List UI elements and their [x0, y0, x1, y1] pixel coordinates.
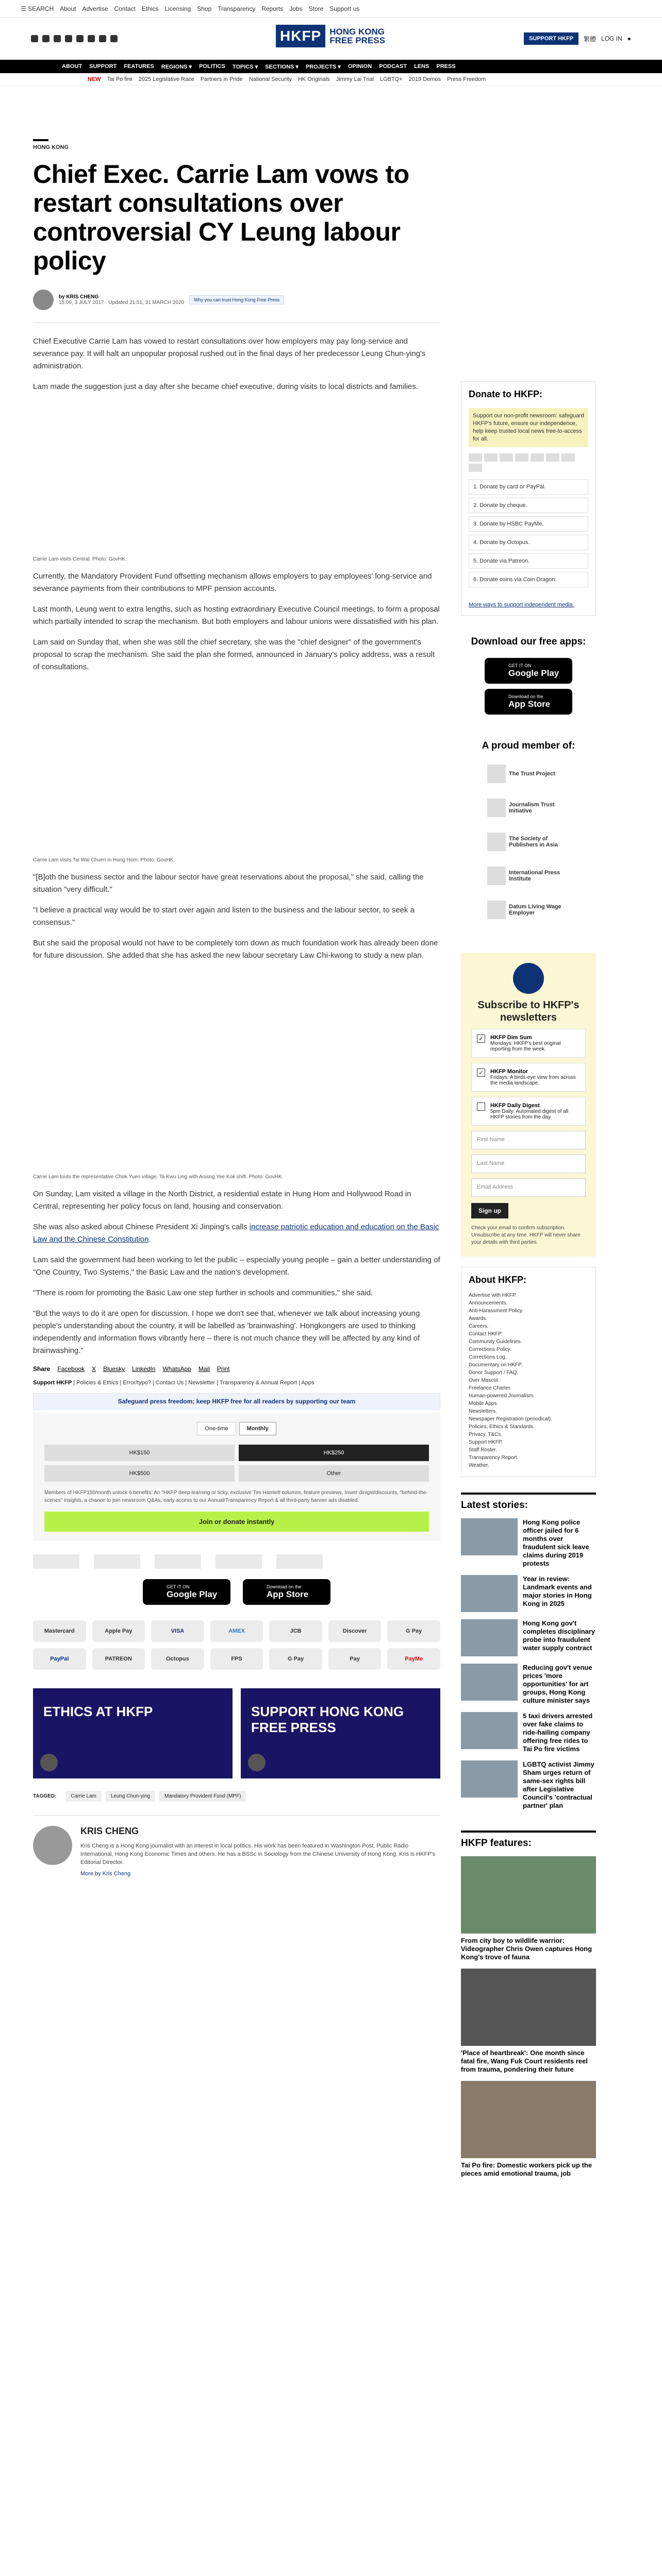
logo-text	[329, 27, 385, 45]
about-link[interactable]: Donor Support / FAQ.	[469, 1370, 519, 1376]
paragraph: Chief Executive Carrie Lam has vowed to restart consultations over how employers may pay long-service and severance pay. It will halt an unpopular proposal rushed out in the final days of her predecessor Leung Chun-ying's administration.	[33, 337, 426, 370]
story-thumbnail[interactable]	[461, 1619, 518, 1656]
app-badges	[33, 1579, 440, 1605]
account-icon[interactable]: ●	[627, 35, 631, 42]
ipi-icon	[487, 867, 506, 885]
about-link[interactable]: Contact HKFP.	[469, 1331, 503, 1337]
linkedin-icon[interactable]	[88, 35, 95, 42]
article-image	[33, 970, 440, 1171]
author-bio: Kris Cheng is a Hong Kong journalist with an interest in local politics. His work has been featured in Washington Post, Public Radio International, Hong Kong Economic Times and others. He has a BSSc in Sociology from the Chinese University of Hong Kong. Kris is HKFP's Editorial Director.	[80, 1843, 436, 1866]
nav-projects[interactable]: PROJECTS ▾	[305, 63, 341, 70]
paragraph: Last month, Leung went to extra lengths, such as hosting extraordinary Executive Council meetings, to form a proposal which partially intended to scrap the mechanism. But both employers and labour unions were dissatisfied with his plan.	[33, 605, 440, 626]
story-item[interactable]	[461, 1575, 596, 1612]
member-logo[interactable]	[94, 1554, 140, 1569]
author-name[interactable]: by KRIS CHENG	[59, 294, 99, 300]
discover-icon[interactable]: Discover	[328, 1620, 382, 1642]
jcb-icon[interactable]: JCB	[269, 1620, 322, 1642]
social-icons	[31, 35, 118, 42]
trending-item[interactable]: HK Originals	[297, 76, 330, 82]
last-name-field[interactable]: Last Name	[471, 1155, 586, 1173]
paragraph: Lam made the suggestion just a day after she became chief executive, during visits to local districts and families.	[33, 382, 419, 391]
play-icon[interactable]	[248, 1754, 266, 1771]
amex-icon[interactable]: AMEX	[210, 1620, 263, 1642]
option-desc: Fridays: A birds-eye view from across the media landscape.	[490, 1075, 576, 1086]
trending-item[interactable]: Tai Po fire	[107, 76, 133, 82]
app-store-badge[interactable]	[485, 689, 572, 715]
member-logos-row	[33, 1554, 440, 1569]
newsletter-option[interactable]	[471, 1029, 586, 1058]
tag-chip[interactable]: Leung Chun-ying	[106, 1791, 155, 1802]
paragraph: But she said the proposal would not have to be completely torn down as much foundation work has already been done for future discussion. She added that she has asked the new labour secretary Law Chi-kwong to study a new plan.	[33, 939, 438, 960]
trending-item[interactable]: LGBTQ+	[380, 76, 403, 82]
about-link[interactable]: Over Mascot.	[469, 1378, 500, 1383]
login-link[interactable]: LOG IN	[601, 35, 622, 42]
paragraph-text: She was also asked about Chinese President Xi Jinping's calls	[33, 1223, 250, 1231]
author-avatar	[33, 290, 54, 310]
google-play-badge[interactable]	[143, 1579, 230, 1605]
octopus-icon[interactable]: Octopus	[151, 1648, 204, 1670]
feature-headline[interactable]: From city boy to wildlife warrior: Videographer Chris Owen captures Hong Kong's trove of fauna	[461, 1937, 592, 1961]
about-link[interactable]: Newsletters.	[469, 1409, 498, 1414]
more-ways-link[interactable]: More ways to support independent media.	[469, 602, 574, 608]
support-links[interactable]: | Policies & Ethics | Error/typo? | Contact Us | Newsletter | Transparency & Annual Report | Apps	[73, 1380, 315, 1386]
about-link[interactable]: Freelance Charter.	[469, 1385, 511, 1391]
site-logo[interactable]	[276, 25, 385, 47]
badge-store-name: App Store	[508, 699, 551, 709]
member-name: The Society of Publishers in Asia	[509, 836, 558, 848]
amount-options	[44, 1445, 429, 1482]
top-link-ethics[interactable]: Ethics	[141, 5, 159, 12]
member-logo-ipi[interactable]	[487, 864, 570, 888]
top-link-store[interactable]: Store	[308, 5, 324, 12]
paragraph: On Sunday, Lam visited a village in the North District, a residential estate in Hung Hom and Hollywood Road in Central, representing her policy focus on land, housing and conservation.	[33, 1190, 411, 1211]
about-link[interactable]: Anti-Harassment Policy.	[469, 1308, 523, 1314]
paragraph	[33, 1221, 440, 1246]
about-link[interactable]: Documentary on HKFP.	[469, 1362, 523, 1368]
author-box	[33, 1815, 440, 1877]
google-pay-icon[interactable]: G Pay	[269, 1648, 322, 1670]
badge-store-name: Google Play	[167, 1589, 218, 1599]
new-label: NEW	[88, 76, 101, 82]
membership-note: Members of HKFP150/month unlock 6 benefits: An "HKFP deep-learning or ticky, exclusive Tim Hamlett columns, feature previews, Insert dinigst/discounts, "behind-the-scenes" insights, a chance to join newsroom Q&As, early access to our Annual/Transparency Report & all third-party banner ads disabled.	[44, 1490, 428, 1503]
trending-bar	[0, 73, 662, 86]
latest-stories	[461, 1493, 596, 1810]
member-logo-jti[interactable]	[487, 796, 570, 820]
jti-icon	[487, 799, 506, 817]
about-link[interactable]: Advertise with HKFP.	[469, 1293, 517, 1298]
story-thumbnail[interactable]	[461, 1518, 518, 1555]
feature-image[interactable]	[461, 1969, 596, 2046]
newsletter-option[interactable]	[471, 1097, 586, 1126]
image-caption: Carrie Lam visits Tai Wai Chuen in Hung Hom. Photo: GovHK.	[33, 857, 175, 863]
newsletter-option[interactable]	[471, 1063, 586, 1092]
story-item[interactable]	[461, 1712, 596, 1753]
trust-project-icon	[487, 765, 506, 783]
amount-150[interactable]: HK$150	[44, 1445, 235, 1461]
x-icon[interactable]	[42, 35, 49, 42]
one-time-option[interactable]: One-time	[197, 1422, 236, 1435]
ethics-video[interactable]	[33, 1688, 233, 1778]
site-header	[0, 18, 662, 60]
promo-videos	[33, 1688, 440, 1778]
paragraph: "I believe a practical way would be to start over again and listen to the business and the labour sector, to seek a consensus."	[33, 906, 415, 927]
top-link-advertise[interactable]: Advertise	[82, 5, 108, 12]
rss-icon[interactable]	[110, 35, 118, 42]
promo-title: SUPPORT HONG KONG FREE PRESS	[251, 1704, 404, 1735]
nav-lens[interactable]: LENS	[414, 63, 429, 70]
badge-store-name: Google Play	[508, 668, 559, 678]
google-pay-icon[interactable]: G Pay	[387, 1620, 440, 1642]
card-icons	[469, 453, 588, 472]
image-caption: Carrie Lam visits Central. Photo: GovHK.	[33, 556, 127, 562]
frequency-toggle	[44, 1422, 429, 1435]
instagram-icon[interactable]	[54, 35, 61, 42]
datum-icon	[487, 901, 506, 919]
facebook-icon[interactable]	[31, 35, 38, 42]
join-donate-button[interactable]: Join or donate instantly	[44, 1512, 429, 1532]
donate-method[interactable]: 4. Donate by Octopus.	[469, 535, 588, 550]
nav-support[interactable]: SUPPORT	[89, 63, 117, 70]
support-hkfp-button[interactable]: SUPPORT HKFP	[524, 32, 578, 45]
top-link-reports[interactable]: Reports	[261, 5, 284, 12]
members-box	[461, 740, 596, 922]
nav-regions[interactable]: REGIONS ▾	[161, 63, 192, 70]
author-box-name[interactable]: KRIS CHENG	[80, 1826, 139, 1836]
amex-icon	[515, 453, 528, 462]
logo-mark: HKFP	[276, 25, 325, 47]
top-link-about[interactable]: About	[60, 5, 76, 12]
patreon-icon[interactable]: PATREON	[92, 1648, 145, 1670]
story-headline[interactable]: 5 taxi drivers arrested over fake claims to ride-hailing company offering free rides to Tai Po fire victims	[523, 1712, 593, 1753]
about-link[interactable]: Human-powered Journalism.	[469, 1393, 535, 1399]
tag-chip[interactable]: Mandatory Provident Fund (MPF)	[159, 1791, 246, 1802]
feature-image[interactable]	[461, 2081, 596, 2158]
about-link[interactable]: Policies, Ethics & Standards.	[469, 1424, 535, 1430]
apple-pay-icon[interactable]: Pay	[328, 1648, 382, 1670]
story-item[interactable]	[461, 1664, 596, 1705]
story-item[interactable]	[461, 1760, 596, 1810]
payme-icon[interactable]: PayMe	[387, 1648, 440, 1670]
share-print[interactable]: Print	[217, 1365, 230, 1372]
amount-other[interactable]: Other	[239, 1465, 429, 1482]
paypal-icon[interactable]: PayPal	[33, 1648, 86, 1670]
option-name: HKFP Dim Sum	[490, 1035, 532, 1041]
play-icon[interactable]	[40, 1754, 58, 1771]
checkbox[interactable]: ✓	[477, 1035, 485, 1043]
trending-item[interactable]: 2025 Legislative Race	[138, 76, 194, 82]
member-logo[interactable]	[216, 1554, 262, 1569]
fps-icon[interactable]: FPS	[210, 1648, 263, 1670]
nav-press[interactable]: PRESS	[436, 63, 456, 70]
about-list	[469, 1292, 588, 1469]
member-name: The Trust Project	[509, 771, 555, 777]
feature-image[interactable]	[461, 1856, 596, 1934]
nav-about[interactable]: ABOUT	[62, 63, 82, 70]
donate-method[interactable]: 3. Donate by HSBC PayMe.	[469, 516, 588, 532]
payment-methods	[33, 1620, 440, 1670]
sign-up-button[interactable]: Sign up	[471, 1203, 508, 1218]
about-link[interactable]: Announcements.	[469, 1300, 508, 1306]
about-link[interactable]: Mobile Apps.	[469, 1401, 499, 1406]
about-link[interactable]: Awards.	[469, 1316, 487, 1321]
member-logo[interactable]	[155, 1554, 201, 1569]
search-link[interactable]: ☰ SEARCH	[21, 5, 54, 12]
logo-text-line-1: HONG KONG	[329, 27, 385, 37]
badge-top-text: GET IT ON	[508, 663, 532, 668]
threads-icon[interactable]	[65, 35, 72, 42]
share-bluesky[interactable]: Bluesky	[103, 1365, 125, 1372]
apple-pay-icon[interactable]: Apple Pay	[92, 1620, 145, 1642]
story-headline[interactable]: Reducing gov't venue prices 'more opportunities' for art groups, Hong Kong culture minister says	[523, 1664, 592, 1704]
story-headline[interactable]: Hong Kong gov't completes disciplinary probe into fraudulent water supply contract	[523, 1619, 595, 1652]
visa-icon	[500, 453, 513, 462]
newsletter-title: Subscribe to HKFP's newsletters	[477, 999, 580, 1023]
language-switch[interactable]: 繁體	[584, 35, 597, 43]
about-link[interactable]: Support HKFP.	[469, 1439, 503, 1445]
trending-item[interactable]: Jimmy Lai Trial	[336, 76, 374, 82]
checkbox[interactable]	[477, 1103, 485, 1111]
badge-top-text: Download on the	[508, 694, 543, 699]
byline	[33, 290, 440, 310]
email-field[interactable]: Email Address	[471, 1178, 586, 1197]
search-label: SEARCH	[28, 5, 54, 12]
nav-podcast[interactable]: PODCAST	[379, 63, 407, 70]
paragraph: "[B]oth the business sector and the labour sector have great reservations about the proposal," she said, calling the situation "very difficult."	[33, 873, 424, 894]
member-name: Datum Living Wage Employer	[509, 904, 561, 916]
trending-item[interactable]: 2019 Demos	[408, 76, 441, 82]
feature-item[interactable]	[461, 1856, 596, 1961]
article-image	[33, 682, 440, 854]
donate-box	[461, 381, 596, 616]
paypal-icon	[484, 453, 498, 462]
top-link-jobs[interactable]: Jobs	[289, 5, 303, 12]
logo-text-line-2: FREE PRESS	[329, 36, 385, 45]
image-caption: Carrie Lam touts the representative Chok Yuen village, Ta Kwu Ling with Anisng Yee Kok shift. Photo: GovHK.	[33, 1174, 284, 1180]
badge-store-name: App Store	[267, 1589, 309, 1599]
article-dates: 15:00, 3 JULY 2017 · Updated 21:51, 31 MARCH 2020	[59, 300, 185, 306]
option-name: HKFP Daily Digest	[490, 1103, 540, 1109]
story-thumbnail[interactable]	[461, 1575, 518, 1612]
member-logo-sopa[interactable]	[487, 830, 570, 854]
trending-item[interactable]: Press Freedom	[447, 76, 486, 82]
member-logo[interactable]	[33, 1554, 79, 1569]
trending-item[interactable]: Partners in Pride	[200, 76, 243, 82]
paragraph: Currently, the Mandatory Provident Fund offsetting mechanism allows employers to pay employees' long-service and severance payments from their contributions to MPF pension accounts.	[33, 572, 432, 593]
member-logo-datum[interactable]	[487, 898, 570, 922]
support-hkfp-link[interactable]: Support HKFP	[33, 1380, 72, 1386]
top-link-support[interactable]: Support us	[329, 5, 360, 12]
visa-icon[interactable]: VISA	[151, 1620, 204, 1642]
tags-row	[33, 1791, 440, 1802]
paragraph: "There is room for promoting the Basic Law one step further in schools and communities," she said.	[33, 1289, 373, 1297]
author-photo	[33, 1826, 72, 1865]
about-link[interactable]: Newspaper Registration (periodical).	[469, 1416, 552, 1422]
top-link-shop[interactable]: Shop	[197, 5, 212, 12]
donate-methods	[469, 479, 588, 587]
trust-badge[interactable]: Why you can trust Hong Kong Free Press	[189, 295, 284, 304]
top-utility-bar	[0, 0, 662, 18]
top-link-contact[interactable]: Contact	[114, 5, 136, 12]
latest-title: Latest stories:	[461, 1493, 596, 1511]
share-bar	[33, 1365, 440, 1372]
main-nav	[0, 60, 662, 73]
google-pay-icon	[546, 453, 559, 462]
features-title: HKFP features:	[461, 1831, 596, 1849]
feature-item[interactable]	[461, 1969, 596, 2074]
story-item[interactable]	[461, 1619, 596, 1656]
mastercard-icon	[469, 453, 482, 462]
checkbox[interactable]: ✓	[477, 1069, 485, 1077]
trending-item[interactable]: National Security	[249, 76, 292, 82]
jcb-icon	[561, 453, 575, 462]
story-thumbnail[interactable]	[461, 1712, 518, 1749]
paragraph-text: .	[148, 1235, 151, 1244]
mastercard-icon[interactable]: Mastercard	[33, 1620, 86, 1642]
first-name-field[interactable]: First Name	[471, 1131, 586, 1149]
tag-chip[interactable]: Carrie Lam	[65, 1791, 101, 1802]
nav-politics[interactable]: POLITICS	[199, 63, 225, 70]
feature-headline[interactable]: Tai Po fire: Domestic workers pick up the pieces amid emotional trauma, job	[461, 2161, 592, 2177]
about-link[interactable]: Weather.	[469, 1463, 489, 1468]
press-freedom-banner[interactable]: Safeguard press freedom; keep HKFP free for all readers by supporting our team	[33, 1393, 440, 1410]
article-title: Chief Exec. Carrie Lam vows to restart consultations over controversial CY Leung labour policy	[33, 160, 409, 275]
apps-box	[461, 636, 596, 715]
paragraph: "But the ways to do it are open for discussion. I hope we don't see that, whenever we talk about increasing young people's understanding about the country, it will be labelled as 'brainwashing'. Hongkongers are used to thinking independently and information flows vibrantly here – there is not much chance they will be affected by any kind of brainwashing."	[33, 1309, 420, 1355]
badge-top-text: GET IT ON	[167, 1584, 190, 1589]
share-x[interactable]: X	[92, 1365, 96, 1372]
article	[33, 139, 440, 1877]
share-label: Share	[33, 1365, 51, 1372]
paragraph: Lam said the government had been working to let the public – especially young people – gain a better understanding of "One Country, Two Systems," the Basic Law and the nation's development.	[33, 1256, 440, 1277]
badge-top-text: Download on the	[267, 1584, 302, 1589]
category-label[interactable]: HONG KONG	[33, 139, 48, 150]
amount-250[interactable]: HK$250	[239, 1445, 429, 1461]
story-item[interactable]	[461, 1518, 596, 1568]
telegram-icon[interactable]	[99, 35, 106, 42]
article-image	[33, 401, 440, 553]
envelope-icon	[513, 963, 544, 994]
nav-sections[interactable]: SECTIONS ▾	[265, 63, 299, 70]
about-link[interactable]: Careers.	[469, 1324, 489, 1329]
story-thumbnail[interactable]	[461, 1664, 518, 1701]
support-links-row	[33, 1380, 440, 1386]
story-thumbnail[interactable]	[461, 1760, 518, 1798]
donate-method[interactable]: 2. Donate by cheque.	[469, 498, 588, 513]
monthly-option[interactable]: Monthly	[239, 1422, 276, 1435]
newsletter-box	[461, 953, 596, 1257]
patriotic-education-link[interactable]: increase patriotic education and education on the Basic Law and the Chinese Constitution	[33, 1223, 439, 1244]
story-headline[interactable]: Year in review: Landmark events and major stories in Hong Kong in 2025	[523, 1575, 592, 1607]
about-box	[461, 1267, 596, 1477]
story-headline[interactable]: LGBTQ activist Jimmy Sham urges return of same-sex rights bill after Legislative Council's 'contractual partner' plan	[523, 1760, 594, 1809]
members-title: A proud member of:	[482, 740, 575, 751]
about-title: About HKFP:	[469, 1275, 526, 1285]
nav-opinion[interactable]: OPINION	[347, 63, 372, 70]
top-link-licensing[interactable]: Licensing	[164, 5, 191, 12]
promo-title: ETHICS AT HKFP	[43, 1704, 153, 1719]
about-link[interactable]: Corrections Policy.	[469, 1347, 511, 1352]
option-desc: Mondays: HKFP's best original reporting from the week.	[490, 1041, 561, 1052]
story-headline[interactable]: Hong Kong police officer jailed for 6 months over fraudulent sick leave claims during 2019 protests	[523, 1518, 589, 1567]
sidebar	[461, 381, 596, 2178]
donate-method[interactable]: 1. Donate by card or PayPal.	[469, 479, 588, 495]
donate-widget	[33, 1413, 440, 1541]
newsletter-note: Check your email to confirm subscription. Unsubscribe at any time. HKFP will never share your details with third parties.	[471, 1225, 581, 1245]
hkfp-features	[461, 1831, 596, 2178]
nav-features[interactable]: FEATURES	[124, 63, 154, 70]
share-linkedin[interactable]: LinkedIn	[132, 1365, 156, 1372]
support-video[interactable]	[241, 1688, 440, 1778]
amount-500[interactable]: HK$500	[44, 1465, 235, 1482]
apple-pay-icon	[531, 453, 544, 462]
share-whatsapp[interactable]: WhatsApp	[162, 1365, 191, 1372]
share-facebook[interactable]: Facebook	[57, 1365, 85, 1372]
member-logo[interactable]	[276, 1554, 323, 1569]
donate-method[interactable]: 5. Donate via Patreon.	[469, 553, 588, 569]
unionpay-icon	[469, 464, 482, 472]
member-name: International Press Institute	[509, 870, 560, 882]
sopa-icon	[487, 833, 506, 851]
member-logo-trust-project[interactable]	[487, 762, 570, 786]
feature-headline[interactable]: 'Place of heartbreak': One month since fatal fire, Wang Fuk Court residents reel from trauma, pondering their future	[461, 2049, 588, 2073]
more-by-author-link[interactable]: More by Kris Cheng	[80, 1871, 131, 1877]
nav-topics[interactable]: TOPICS ▾	[232, 63, 258, 70]
member-name: Journalism Trust Initiative	[509, 802, 555, 814]
donate-method[interactable]: 6. Donate coins via Coin Dragon.	[469, 572, 588, 587]
paragraph: Lam said on Sunday that, when she was still the chief secretary, she was the "chief designer" of the government's proposal to scrap the mechanism. She said the plan she formed, announced in January's policy address, was a result of consultations.	[33, 638, 435, 671]
option-name: HKFP Monitor	[490, 1069, 528, 1075]
about-link[interactable]: Community Guidelines.	[469, 1339, 522, 1345]
apps-title: Download our free apps:	[471, 636, 586, 647]
option-desc: 5pm Daily: Automated digest of all HKFP stories from the day.	[490, 1109, 569, 1120]
feature-item[interactable]	[461, 2081, 596, 2178]
about-link[interactable]: Transparency Report.	[469, 1455, 519, 1461]
about-link[interactable]: Corrections Log.	[469, 1354, 507, 1360]
app-store-badge[interactable]	[243, 1579, 330, 1605]
share-mail[interactable]: Mail	[198, 1365, 210, 1372]
google-play-badge[interactable]	[485, 658, 572, 684]
tagged-label: TAGGED:	[33, 1793, 57, 1799]
about-link[interactable]: Privacy, T&Cs.	[469, 1432, 503, 1437]
donate-note[interactable]: Support our non-profit newsroom: safeguard HKFP's future, ensure our independence, help keep trusted local news free-to-access for all.	[469, 408, 588, 447]
top-link-transparency[interactable]: Transparency	[218, 5, 256, 12]
donate-title: Donate to HKFP:	[469, 389, 542, 399]
about-link[interactable]: Staff Roster.	[469, 1447, 497, 1453]
youtube-icon[interactable]	[76, 35, 84, 42]
